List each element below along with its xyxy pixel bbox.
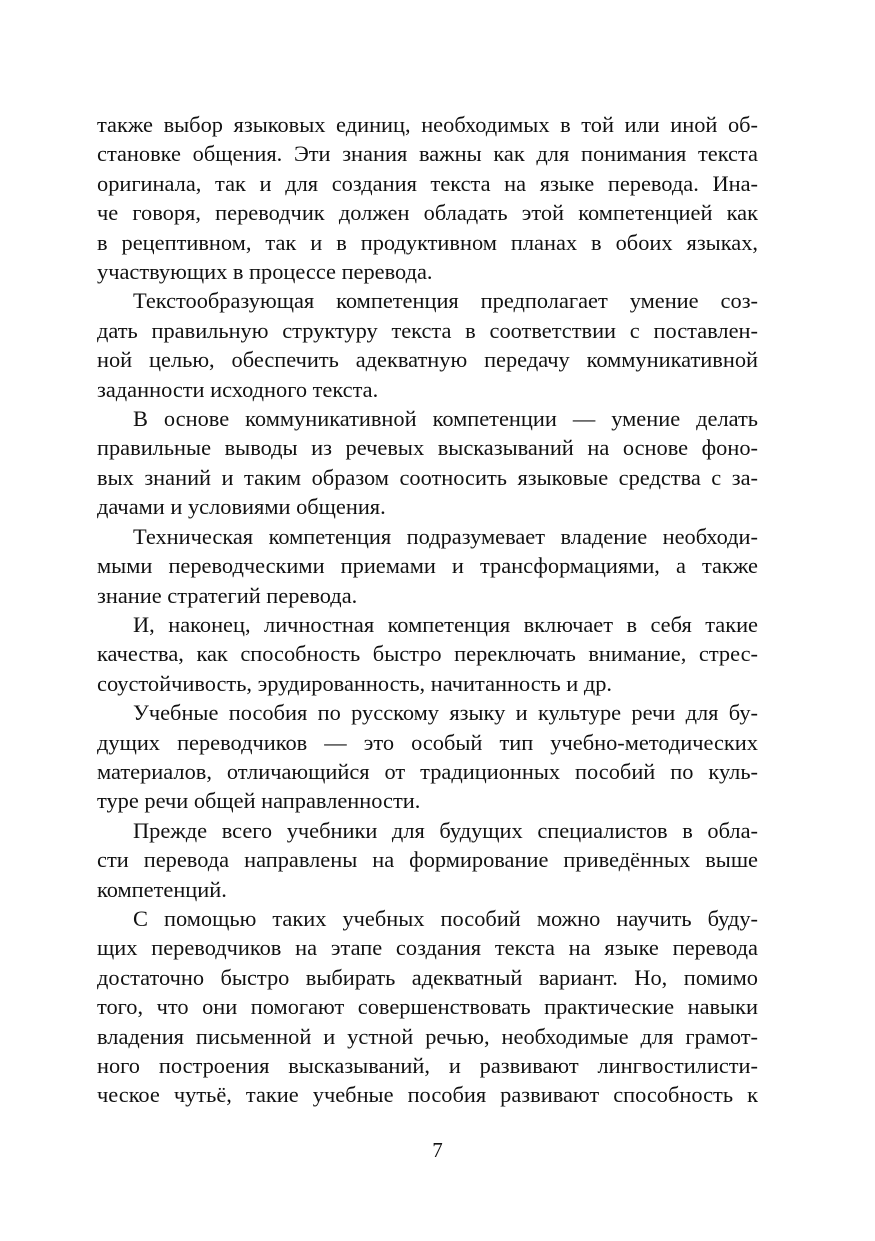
text-line: также выбор языковых единиц, необходимых в той или иной об- xyxy=(97,112,758,137)
text-line: И, наконец, личностная компетенция включает в себя такие xyxy=(133,611,758,637)
text-line: ческое чутьё, такие учебные пособия развивают способность к xyxy=(97,1082,758,1108)
text-line: В основе коммуникативной компетенции — умение делать xyxy=(133,406,758,432)
text-line: щих переводчиков на этапе создания текста на языке перевода xyxy=(97,935,758,961)
page-number: 7 xyxy=(432,1138,443,1162)
body-text xyxy=(97,110,758,1110)
text-line: С помощью таких учебных пособий можно научить буду- xyxy=(133,905,758,931)
text-line: качества, как способность быстро переключать внимание, стрес- xyxy=(97,641,758,667)
text-line: сти перевода направлены на формирование приведённых выше xyxy=(97,847,758,873)
paragraph-6 xyxy=(97,698,758,816)
text-line: компетенций. xyxy=(97,876,227,902)
text-line: Прежде всего учебники для будущих специалистов в обла- xyxy=(133,817,758,843)
paragraph-3 xyxy=(97,404,758,522)
text-line: мыми переводческими приемами и трансформациями, а также xyxy=(97,553,758,579)
text-line: соустойчивость, эрудированность, начитанность и др. xyxy=(97,670,613,696)
text-line: туре речи общей направленности. xyxy=(97,788,421,814)
text-line: Текстообразующая компетенция предполагает умение соз- xyxy=(133,288,758,314)
text-line: оригинала, так и для создания текста на языке перевода. Ина- xyxy=(97,170,758,196)
text-line: вых знаний и таким образом соотносить языковые средства с за- xyxy=(97,464,758,490)
text-line: знание стратегий перевода. xyxy=(97,582,358,608)
text-line: становке общения. Эти знания важны как для понимания текста xyxy=(97,141,758,167)
text-line: ного построения высказываний, и развивают лингвостилисти- xyxy=(97,1053,758,1078)
text-line: в рецептивном, так и в продуктивном планах в обоих языках, xyxy=(97,229,758,255)
text-line: дущих переводчиков — это особый тип учебно-методических xyxy=(97,729,758,755)
text-line: владения письменной и устной речью, необходимые для грамот- xyxy=(97,1023,758,1049)
paragraph-4 xyxy=(97,522,758,610)
text-line: того, что они помогают совершенствовать практические навыки xyxy=(97,994,758,1020)
text-line: че говоря, переводчик должен обладать этой компетенцией как xyxy=(97,200,758,226)
text-line: заданности исходного текста. xyxy=(97,376,379,402)
text-line: Учебные пособия по русскому языку и культуре речи для бу- xyxy=(133,700,758,726)
text-line: ной целью, обеспечить адекватную передачу коммуникативной xyxy=(97,347,758,373)
text-line: правильные выводы из речевых высказываний на основе фоно- xyxy=(97,435,758,461)
paragraph-2 xyxy=(97,286,758,404)
paragraph-8 xyxy=(97,904,758,1110)
paragraph-1 xyxy=(97,110,758,286)
text-line: участвующих в процессе перевода. xyxy=(97,259,433,285)
text-line: достаточно быстро выбирать адекватный вариант. Но, помимо xyxy=(97,964,758,990)
text-line: Техническая компетенция подразумевает владение необходи- xyxy=(133,523,758,549)
paragraph-5 xyxy=(97,610,758,698)
text-line: материалов, отличающийся от традиционных пособий по куль- xyxy=(97,758,758,784)
text-line: дачами и условиями общения. xyxy=(97,494,386,520)
paragraph-7 xyxy=(97,816,758,904)
text-line: дать правильную структуру текста в соответствии с поставлен- xyxy=(97,317,758,343)
